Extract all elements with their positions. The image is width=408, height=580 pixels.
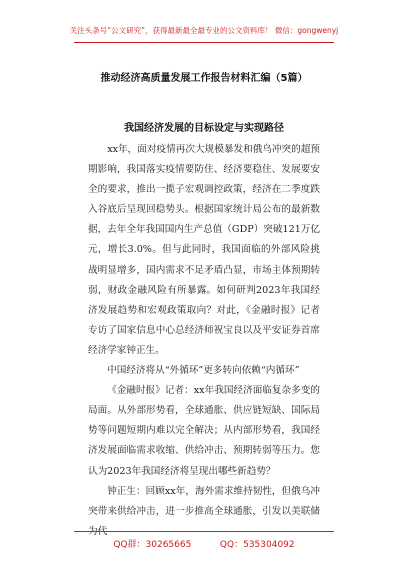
header-note: 关注头条号“公文研究”，获得最新最全最专业的公文资料库！ 微信：gongwenyj [69, 26, 339, 35]
paragraph: 中国经济将从“外循环”更多转向依赖“内循环” [107, 365, 300, 377]
document-title: 推动经济高质量发展工作报告材料汇编（5篇） [100, 73, 308, 84]
paragraph: 钟正生：回顾xx年，海外需求维持韧性，但俄乌冲突带来供给冲击，进一步推高全球通胀，引发以美联储为代 [88, 485, 320, 537]
header-divider [74, 42, 334, 43]
footer-contact: QQ群：30265665 QQ：535304092 [113, 540, 295, 550]
section-title: 我国经济发展的目标设定与实现路径 [124, 123, 284, 134]
document-body [88, 140, 320, 542]
paragraph: 《金融时报》记者：xx年我国经济面临复杂多变的局面。从外部形势看，全球通胀、供应链短缺、国际局势等问题短期内难以完全解决；从内部形势看，我国经济发展面临需求收缩、供给冲击、预期转弱等压力。您认为2023年我国经济将呈现出哪些新趋势？ [88, 385, 320, 477]
paragraph: xx年，面对疫情再次大规模暴发和俄乌冲突的超预期影响，我国落实疫情要防住、经济要稳住、发展要安全的要求，推出一揽子宏观调控政策，经济在二季度跌入谷底后呈现回稳势头。根据国家统计局公布的最新数据，去年全年我国国内生产总值（GDP）突破121万亿元，增长3.0%。但与此同时，我国面临的外部风险挑战明显增多，国内需求不足矛盾凸显，市场主体预期转弱，财政金融风险有所暴露。如何研判2023年我国经济发展趋势和宏观政策取向？对此，《金融时报》记者专访了国家信息中心总经济师祝宝良以及平安证券首席经济学家钟正生。 [88, 144, 320, 356]
footer-divider [74, 531, 334, 532]
